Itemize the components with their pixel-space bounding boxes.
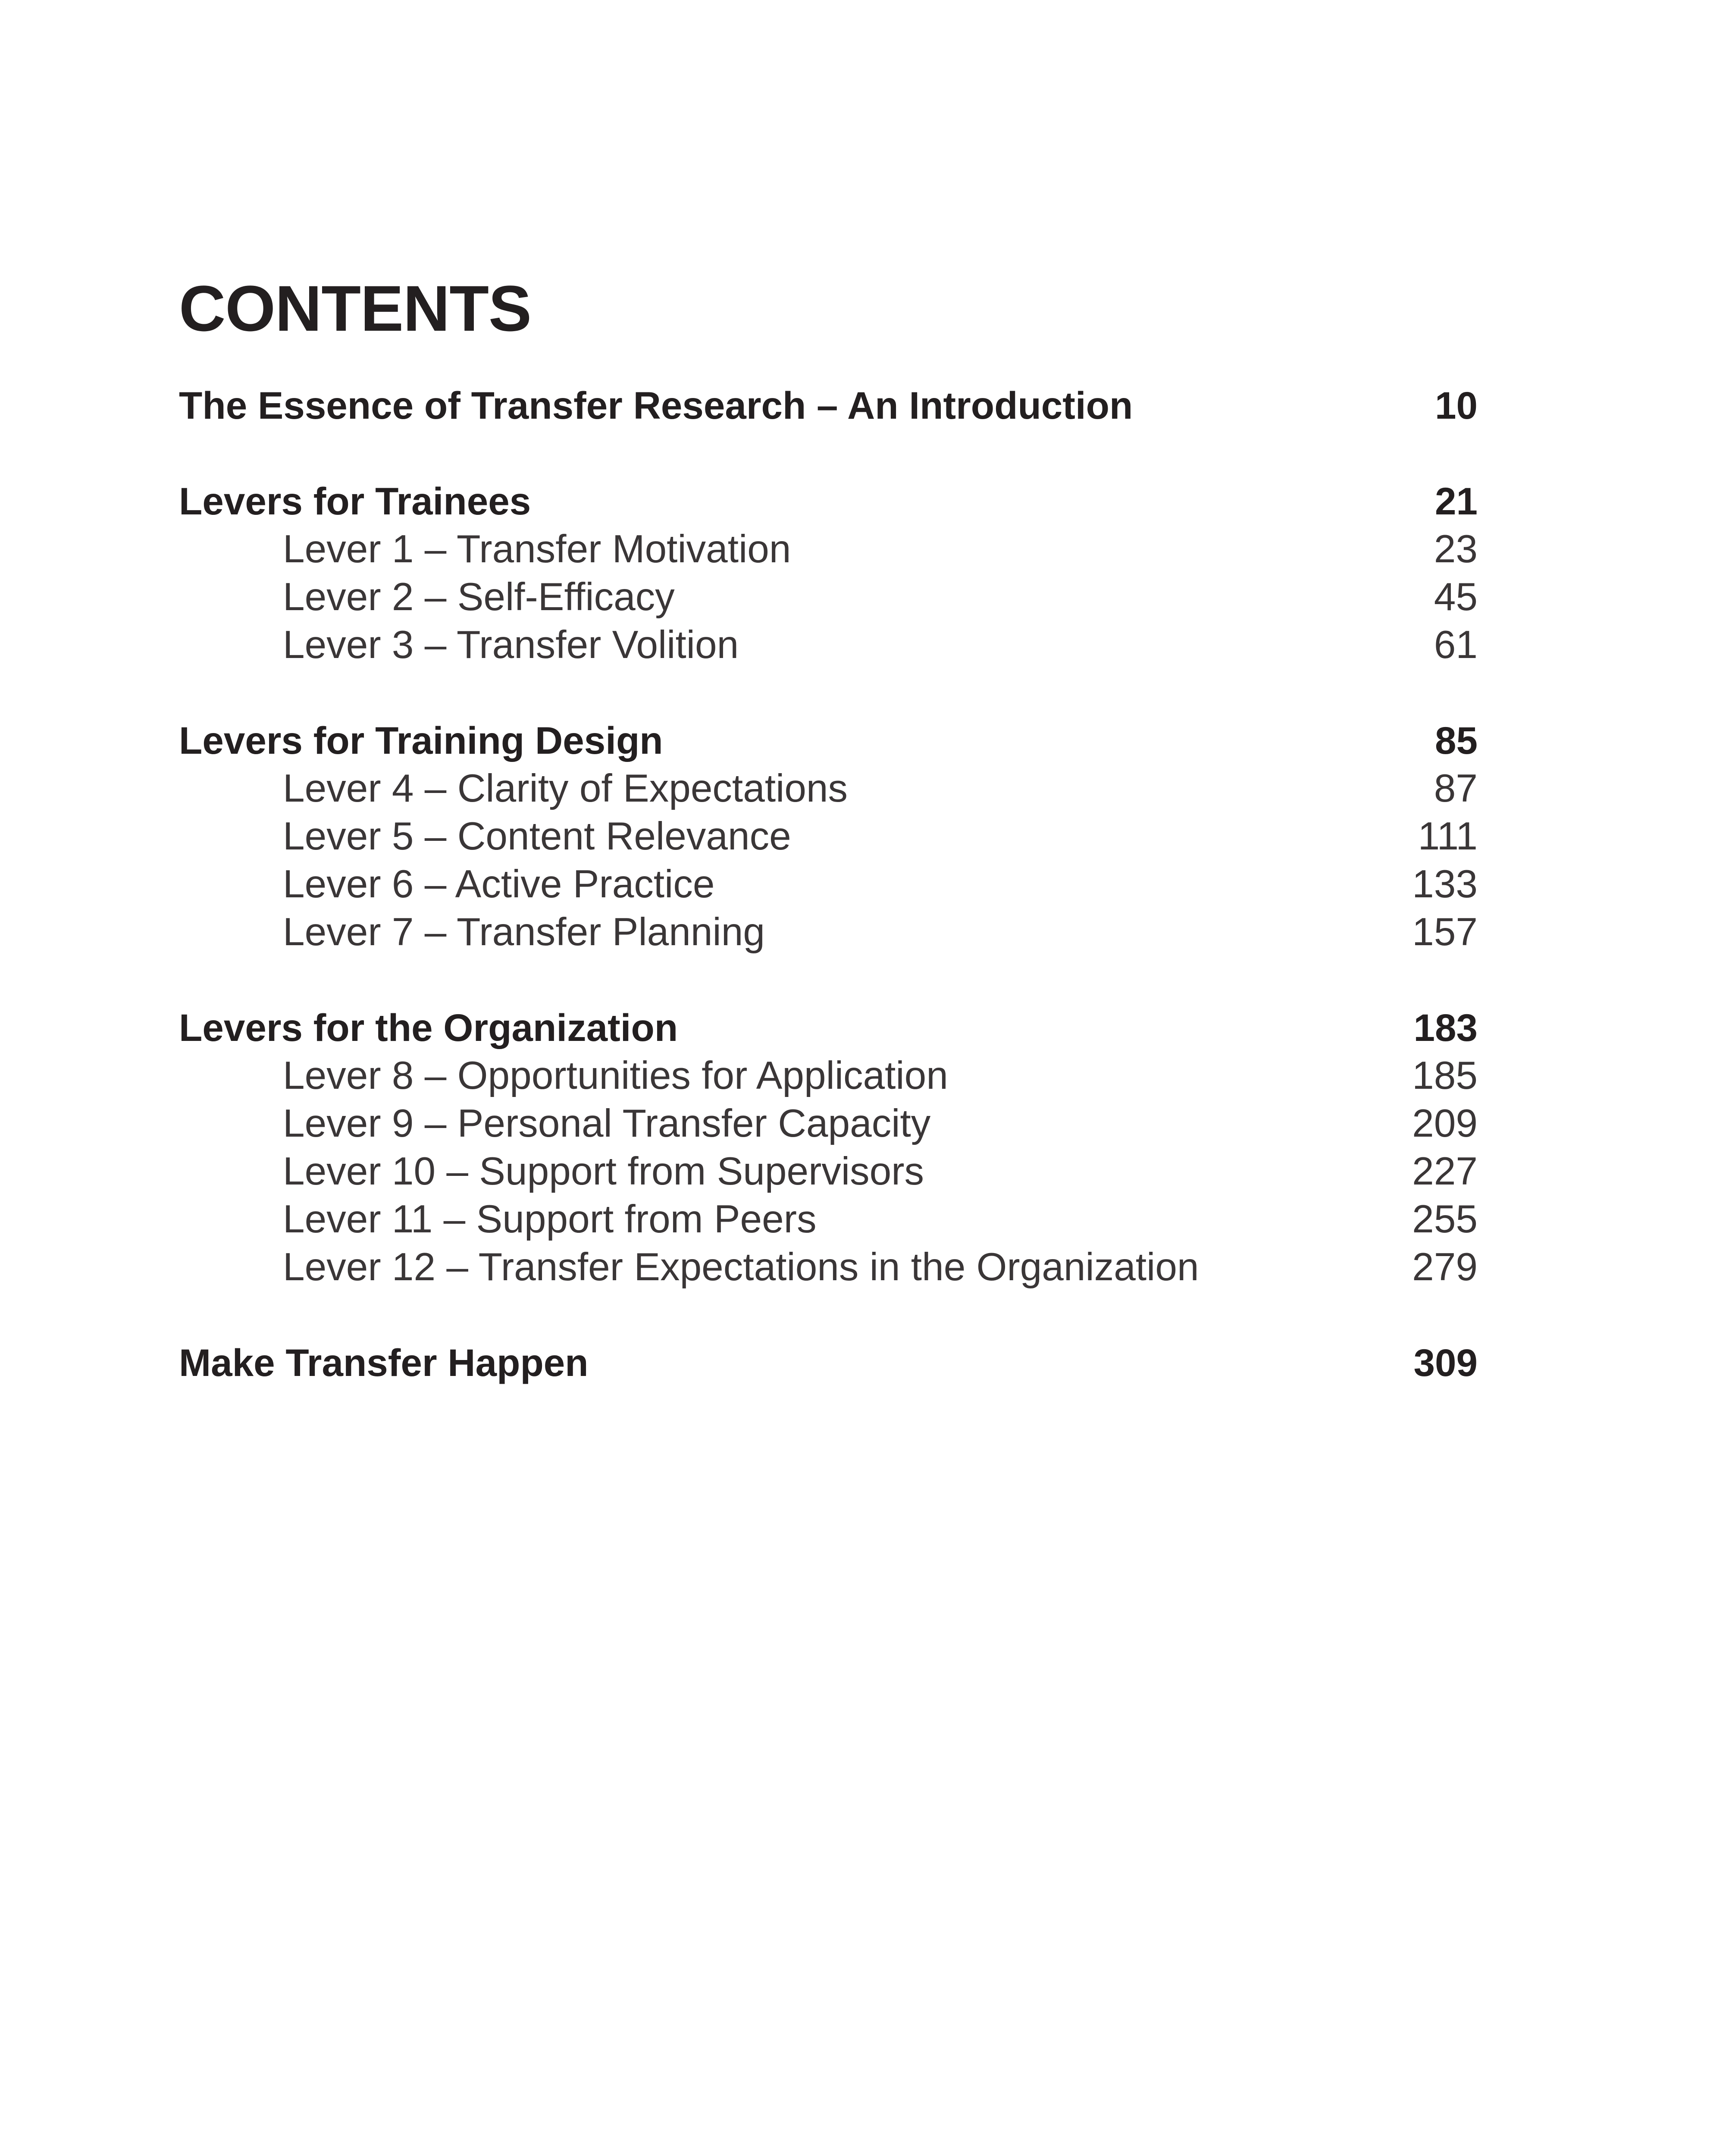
toc-subentry-label: Lever 12 – Transfer Expectations in the Organization: [283, 1245, 1199, 1289]
toc-entry[interactable]: [179, 477, 1478, 525]
toc-subentry-label: Lever 7 – Transfer Planning: [283, 910, 765, 954]
toc-subentry-label: Lever 2 – Self-Efficacy: [283, 575, 675, 619]
toc-entry-page: 10: [1435, 384, 1478, 427]
toc-entry[interactable]: [179, 1339, 1478, 1387]
toc-entry[interactable]: [179, 1004, 1478, 1052]
toc-subentry[interactable]: [179, 621, 1478, 669]
table-of-contents: [179, 382, 1478, 1435]
toc-subentry[interactable]: [179, 860, 1478, 908]
toc-subentry[interactable]: [179, 908, 1478, 956]
toc-entry-label: The Essence of Transfer Research – An Introduction: [179, 384, 1133, 427]
toc-entry-page: 183: [1413, 1006, 1478, 1049]
toc-section-trainees: [179, 477, 1478, 669]
toc-subentry[interactable]: [179, 1052, 1478, 1100]
toc-subentry-page: 23: [1434, 527, 1478, 571]
toc-subentry[interactable]: [179, 525, 1478, 573]
toc-subentry-page: 227: [1412, 1150, 1478, 1193]
toc-subentry-page: 87: [1434, 767, 1478, 810]
toc-subentry-label: Lever 6 – Active Practice: [283, 862, 715, 906]
toc-subentry[interactable]: [179, 765, 1478, 812]
toc-entry-page: 21: [1435, 479, 1478, 523]
toc-subentry-label: Lever 3 – Transfer Volition: [283, 623, 739, 667]
toc-section-introduction: [179, 382, 1478, 429]
toc-subentry[interactable]: [179, 1147, 1478, 1195]
toc-subentry[interactable]: [179, 1195, 1478, 1243]
toc-section-make-transfer-happen: [179, 1339, 1478, 1387]
toc-subentry-page: 185: [1412, 1054, 1478, 1097]
toc-subentry-label: Lever 5 – Content Relevance: [283, 815, 791, 858]
toc-subentry-page: 111: [1418, 815, 1478, 858]
toc-subentry-label: Lever 10 – Support from Supervisors: [283, 1150, 924, 1193]
toc-subentry-label: Lever 8 – Opportunities for Application: [283, 1054, 948, 1097]
page-title: CONTENTS: [179, 272, 531, 345]
toc-subentry-page: 255: [1412, 1197, 1478, 1241]
toc-entry-label: Levers for Trainees: [179, 479, 531, 523]
toc-entry[interactable]: [179, 717, 1478, 765]
toc-subentry-page: 133: [1412, 862, 1478, 906]
toc-subentry-label: Lever 9 – Personal Transfer Capacity: [283, 1102, 931, 1145]
toc-entry-label: Levers for the Organization: [179, 1006, 678, 1049]
toc-section-organization: [179, 1004, 1478, 1291]
toc-subentry[interactable]: [179, 812, 1478, 860]
toc-entry[interactable]: [179, 382, 1478, 429]
toc-subentry-page: 157: [1412, 910, 1478, 954]
toc-subentry-label: Lever 11 – Support from Peers: [283, 1197, 817, 1241]
toc-entry-label: Levers for Training Design: [179, 719, 663, 762]
toc-entry-page: 85: [1435, 719, 1478, 762]
toc-subentry-page: 209: [1412, 1102, 1478, 1145]
toc-subentry-page: 61: [1434, 623, 1478, 667]
toc-subentry-label: Lever 4 – Clarity of Expectations: [283, 767, 848, 810]
toc-subentry[interactable]: [179, 573, 1478, 621]
toc-entry-label: Make Transfer Happen: [179, 1341, 589, 1384]
toc-subentry[interactable]: [179, 1243, 1478, 1291]
toc-subentry-page: 45: [1434, 575, 1478, 619]
toc-section-training-design: [179, 717, 1478, 956]
toc-subentry-page: 279: [1412, 1245, 1478, 1289]
toc-entry-page: 309: [1413, 1341, 1478, 1384]
toc-subentry[interactable]: [179, 1100, 1478, 1147]
toc-subentry-label: Lever 1 – Transfer Motivation: [283, 527, 791, 571]
